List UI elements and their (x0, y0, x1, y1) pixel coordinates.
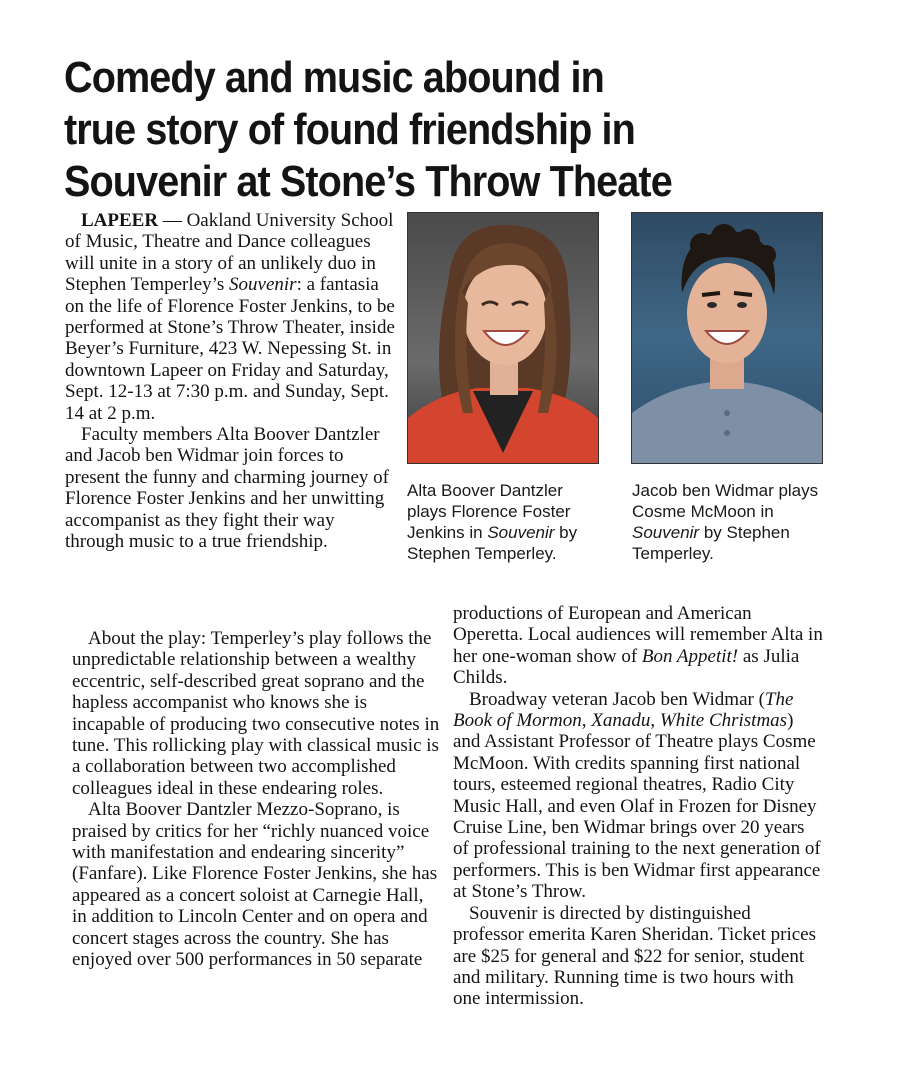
headline-line-1: Comedy and music abound in (64, 53, 604, 102)
headline (64, 52, 802, 208)
paragraph-about: About the play: Temperley’s play follows the unpredictable relationship between a wealthy eccentric, self-described great soprano and the hapless accompanist who knows she is incapable of producing two consecutive notes in tune. This rollicking play with classical music is a collaboration between two accomplished colleagues ideal in these endearing roles. (72, 628, 440, 799)
article-column-left-top (65, 210, 395, 553)
paragraph-intro (65, 210, 395, 424)
headline-line-3: Souvenir at Stone’s Throw Theate (64, 157, 672, 206)
paragraph-jacob-bio (453, 689, 823, 903)
portrait-man-illustration (632, 213, 822, 463)
show-title-xanadu: Xanadu (591, 710, 651, 732)
paragraph-intro-text-b: : a fantasia on the life of Florence Foster Jenkins, to be performed at Stone’s Throw Theater, inside Beyer’s Furniture, 423 W. Nepessing St. in downtown Lapeer on Friday and Saturday, Sept. 12-13 at 7:30 p.m. and Sunday, Sept. 14 at 2 p.m. (65, 274, 395, 424)
caption-jacob-text-a: Jacob ben Widmar plays Cosme McMoon in (632, 481, 819, 521)
paragraph-operetta-text-a: productions of European and American Operetta. Local audiences will remember Alta in her one-woman show of (453, 603, 823, 667)
caption-jacob-title: Souvenir (632, 523, 700, 542)
portrait-woman-illustration (408, 213, 598, 463)
paragraph-intro-text-a: — Oakland University School of Music, Theatre and Dance colleagues will unite in a story of an unlikely duo in Stephen Temperley’s (65, 210, 394, 296)
paragraph-operetta-text-b: as Julia Childs. (453, 645, 800, 689)
article-column-left-bottom (72, 628, 442, 971)
separator-2: , (650, 710, 660, 732)
play-title: Souvenir (229, 274, 297, 296)
caption-jacob-text-b: by Stephen Temperley. (632, 523, 790, 563)
paragraph-jacob-text-a: Broadway veteran Jacob ben Widmar ( (469, 688, 765, 710)
show-title-white-christmas: White Christmas (659, 710, 788, 732)
paragraph-jacob-text-b: ) and Assistant Professor of Theatre plays Cosme McMoon. With credits spanning first national tours, esteemed regional theatres, Radio City Music Hall, and even Olaf in Frozen for Disney Cruise Line, ben Widmar brings over 20 years of professional training to the next generation of performers. This is ben Widmar first appearance at Stone’s Throw. (453, 710, 821, 903)
caption-alta-title: Souvenir (487, 523, 555, 542)
paragraph-faculty: Faculty members Alta Boover Dantzler and Jacob ben Widmar join forces to present the funny and charming journey of Florence Foster Jenkins and her unwitting accompanist as they fight their way through music to a true friendship. (65, 424, 389, 553)
show-title-book-of-mormon: The Book of Mormon (453, 688, 794, 732)
paragraph-alta-bio: Alta Boover Dantzler Mezzo-Soprano, is praised by critics for her “richly nuanced voice with manifestation and endearing sincerity” (Fanfare). Like Florence Foster Jenkins, she has appeared as a concert soloist at Carnegie Hall, in addition to Lincoln Center and on opera and concert stages across the country. She has enjoyed over 500 performances in 50 separate (72, 799, 438, 971)
paragraph-operetta (453, 603, 823, 689)
photo-jacob-ben-widmar (631, 212, 823, 464)
caption-jacob (632, 480, 832, 564)
caption-alta-text-b: by Stephen Temperley. (407, 523, 578, 563)
headline-line-2: true story of found friendship in (64, 105, 635, 154)
dateline: LAPEER (81, 210, 159, 231)
photo-alta-boover-dantzler (407, 212, 599, 464)
separator-1: , (581, 710, 592, 732)
caption-alta (407, 480, 607, 564)
show-title-bon-appetit: Bon Appetit! (641, 645, 739, 667)
caption-alta-text-a: Alta Boover Dantzler plays Florence Foster Jenkins in (407, 481, 571, 542)
article-column-right (453, 603, 823, 1010)
paragraph-tickets: Souvenir is directed by distinguished professor emerita Karen Sheridan. Ticket prices are $25 for general and $22 for senior, student and military. Running time is two hours with one intermission. (453, 902, 817, 1010)
